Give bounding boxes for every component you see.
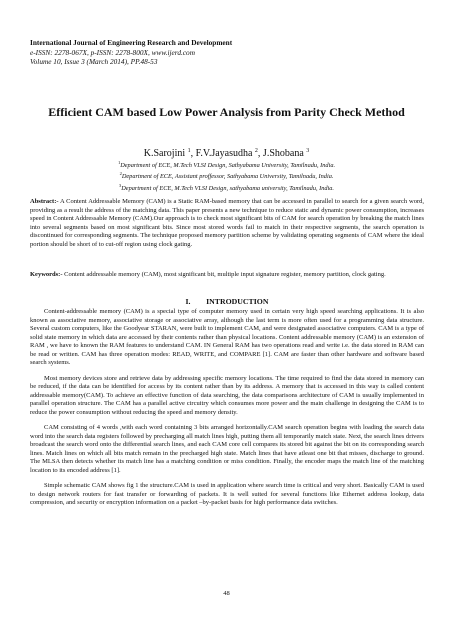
- affiliation-mark: 1: [117, 160, 121, 165]
- author-affil-mark: 2: [254, 148, 258, 154]
- affiliation-text: Department of ECE, M.Tech VLSI Design, sathyabama university, Tamilnadu, India.: [121, 184, 334, 192]
- journal-issn: e-ISSN: 2278-067X, p-ISSN: 2278-800X, www.ijerd.com: [30, 47, 195, 57]
- body-paragraph: Content-addressable memory (CAM) is a special type of computer memory used in certain very high speed searching applications. It is also known as associative memory, associative storage or associative array, although the last term is more often used for a programming data structure. Several custom computers, like the Goodyear STARAN, were built to implement CAM, and were designated associative computers. CAM is a type of solid state memory in which data are accessed by their contents rather than physical locations. Content addressable memory (CAM) is an extension of RAM , we have to known the RAM features to understand CAM. IN General RAM has two operations read and write i.e. the data stored in RAM can be read or written. CAM has three operation modes: READ, WRITE, and COMPARE [1]. CAM are faster than other hardware and software based search systems.: [30, 308, 424, 366]
- affiliation: [30, 182, 423, 193]
- section-heading: [30, 297, 424, 307]
- page-number: 48: [223, 590, 230, 597]
- affiliation: [30, 170, 423, 181]
- author-affil-mark: 1: [187, 148, 191, 154]
- affiliation: [30, 159, 423, 170]
- paper-title: Efficient CAM based Low Power Analysis from Parity Check Method: [48, 105, 405, 119]
- body-paragraph: CAM consisting of 4 words ,with each word containing 3 bits arranged horizontally.CAM search operation begins with loading the search data word into the search data registers followed by precharging all match lines high, putting them all temporarily match state. Next, the search lines drivers broadcast the search word onto the differential search lines, and each CAM core cell compares its stored bit against the bit on its corresponding search lines. Match lines on which all bits match remain in the precharged high state. Match lines that have atleast one bit that misses, discharge to ground. The MLSA then detects whether its match line has a matching condition or miss condition. Finally, the encoder maps the match line of the matching location to its encoded address [1].: [30, 424, 424, 474]
- keywords-text: Content addressable memory (CAM), most significant bit, multiple input signature register, memory partition, clock gating.: [64, 271, 386, 278]
- abstract: [30, 198, 424, 249]
- author-name: J.Shobana: [262, 148, 304, 159]
- section-number: I.: [185, 297, 191, 306]
- journal-name: International Journal of Engineering Research and Development: [30, 38, 233, 47]
- keywords: [30, 271, 424, 280]
- abstract-text: A Content Addressable Memory (CAM) is a Static RAM-based memory that can be accessed in parallel to search for a given search word, providing as a result the address of the matching data. This paper presents a new technique to reduce static and dynamic power consumption, increases speed in Content Addressable Memory (CAM).Our approach is to check most significant bits of CAM for search operation by breaking the match lines into several segments based on most significant bits. Since most stored words fail to match in their respective segments, the search operation is discontinued for corresponding segments. The technique proposed memory partition scheme by validating operating segments of CAM where the ideal portion should be short of to cut-off region using clock gating.: [30, 198, 424, 248]
- section-body: [30, 308, 424, 515]
- affiliation-text: Department of ECE, M.Tech VLSI Design, Sathyabama University, Tamilnadu, India.: [120, 162, 336, 169]
- affiliation-text: Department of ECE, Assistant proffessor, Sathyabama University, Tamilnadu, India.: [121, 173, 334, 181]
- affiliation-mark: 3: [119, 182, 122, 188]
- affiliation-list: [30, 159, 423, 193]
- author-name: F.V.Jayasudha: [195, 148, 253, 159]
- body-paragraph: Simple schematic CAM shows fig 1 the structure.CAM is used in application where search time is critical and very short. Basically CAM is used to design network routers for fast transfer or forwarding of packets. It is well suited for several functions like Ethernet address lookup, data compression, and security or encryption information on a packet –by-packet basis for high performance data switches.: [30, 482, 424, 506]
- author-name: K.Sarojini: [143, 148, 186, 159]
- abstract-label: Abstract:-: [30, 198, 59, 205]
- keywords-label: Keywords:-: [30, 271, 63, 278]
- author-list: K.Sarojini $^1$, F.V.Jayasudha $^2$, J.Shobana $^3$: [143, 148, 310, 159]
- journal-header: [30, 38, 430, 67]
- section-title: INTRODUCTION: [206, 297, 269, 306]
- body-paragraph: Most memory devices store and retrieve data by addressing specific memory locations. The time required to find the data stored in memory can be reduced, if the data can be identified for access by its content rather than by its address. A memory that is accessed in this way is called content addressable memory(CAM). To achieve an effective function of data searching, the data comparisons architecture of CAM is usually implemented in parallel operation structure. The CAM has a parallel active circuitry which consumes more power and the main challenge in designing the CAM is to reduce the power consumption without reducing the speed and memory density.: [30, 374, 424, 416]
- author-affil-mark: 3: [306, 148, 310, 154]
- journal-volume: Volume 10, Issue 3 (March 2014), PP.48-53: [30, 57, 158, 67]
- affiliation-mark: 2: [119, 171, 122, 177]
